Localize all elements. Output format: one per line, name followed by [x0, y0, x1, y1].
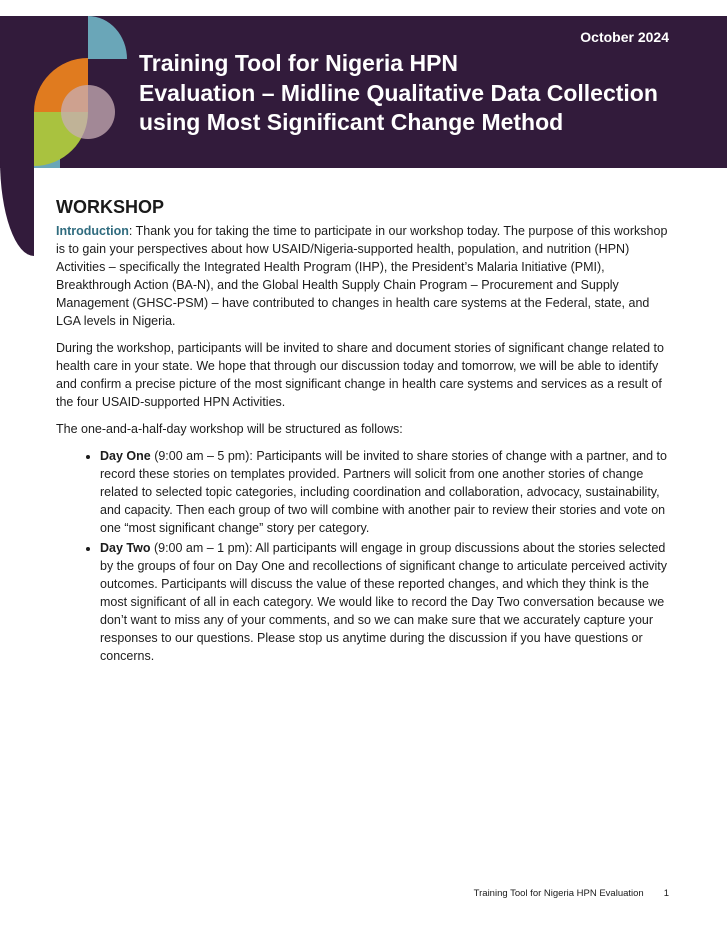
page-number: 1: [663, 888, 669, 899]
footer-title: Training Tool for Nigeria HPN Evaluation: [473, 888, 644, 899]
page-footer: [474, 888, 669, 899]
list-item: [100, 447, 672, 537]
main-content: [56, 196, 672, 667]
day-description: (9:00 am – 5 pm): Participants will be invited to share stories of change with a partner, and to record these stories on templates provided. Partners will solicit from one another stories of change related to selected topic categories, including coordination and collaboration, advocacy, sustainability, and capacity. Then each group of two will combine with another pair to review their stories and vote on one “most significant change” story per category.: [100, 449, 667, 535]
logo-icon: [0, 0, 140, 175]
document-title: [139, 49, 699, 138]
day-label: Day One: [100, 449, 151, 463]
day-description: (9:00 am – 1 pm): All participants will engage in group discussions about the stories selected by the groups of four on Day One and recollections of significant change to articulate perceived activity outcomes. Participants will discuss the value of these reported changes, and which they think is the most significant of all in each category. We would like to record the Day Two conversation because we don’t want to miss any of your comments, and so we can make sure that we accurately capture your responses to our questions. Please stop us anytime during the discussion if you have questions or concerns.: [100, 541, 667, 663]
list-item: [100, 539, 672, 665]
day-label: Day Two: [100, 541, 151, 555]
publication-date: October 2024: [580, 29, 669, 45]
workshop-description-paragraph: During the workshop, participants will be invited to share and document stories of significant change related to health care in your state. We hope that through our discussion today and tomorrow, we will be able to identify and confirm a precise picture of the most significant change in health care systems and services as a result of the four USAID-supported HPN Activities.: [56, 341, 664, 409]
intro-text: : Thank you for taking the time to participate in our workshop today. The purpose of this workshop is to gain your perspectives about how USAID/Nigeria-supported health, population, and nutrition (HPN) Activities – specifically the Integrated Health Program (IHP), the President’s Malaria Initiative (PMI), Breakthrough Action (BA-N), and the Global Health Supply Chain Program – Procurement and Supply Management (GHSC-PSM) – have contributed to changes in health care systems at the Federal, state, and LGA levels in Nigeria.: [56, 224, 668, 328]
intro-paragraph: [56, 222, 672, 330]
section-heading: WORKSHOP: [56, 197, 164, 217]
title-line-3: using Most Significant Change Method: [139, 109, 564, 135]
intro-label: Introduction: [56, 224, 129, 238]
title-line-1: Training Tool for Nigeria HPN: [139, 50, 459, 76]
structure-intro-paragraph: The one-and-a-half-day workshop will be structured as follows:: [56, 422, 403, 436]
schedule-list: [56, 447, 672, 665]
title-line-2: Evaluation – Midline Qualitative Data Collection: [139, 79, 658, 106]
